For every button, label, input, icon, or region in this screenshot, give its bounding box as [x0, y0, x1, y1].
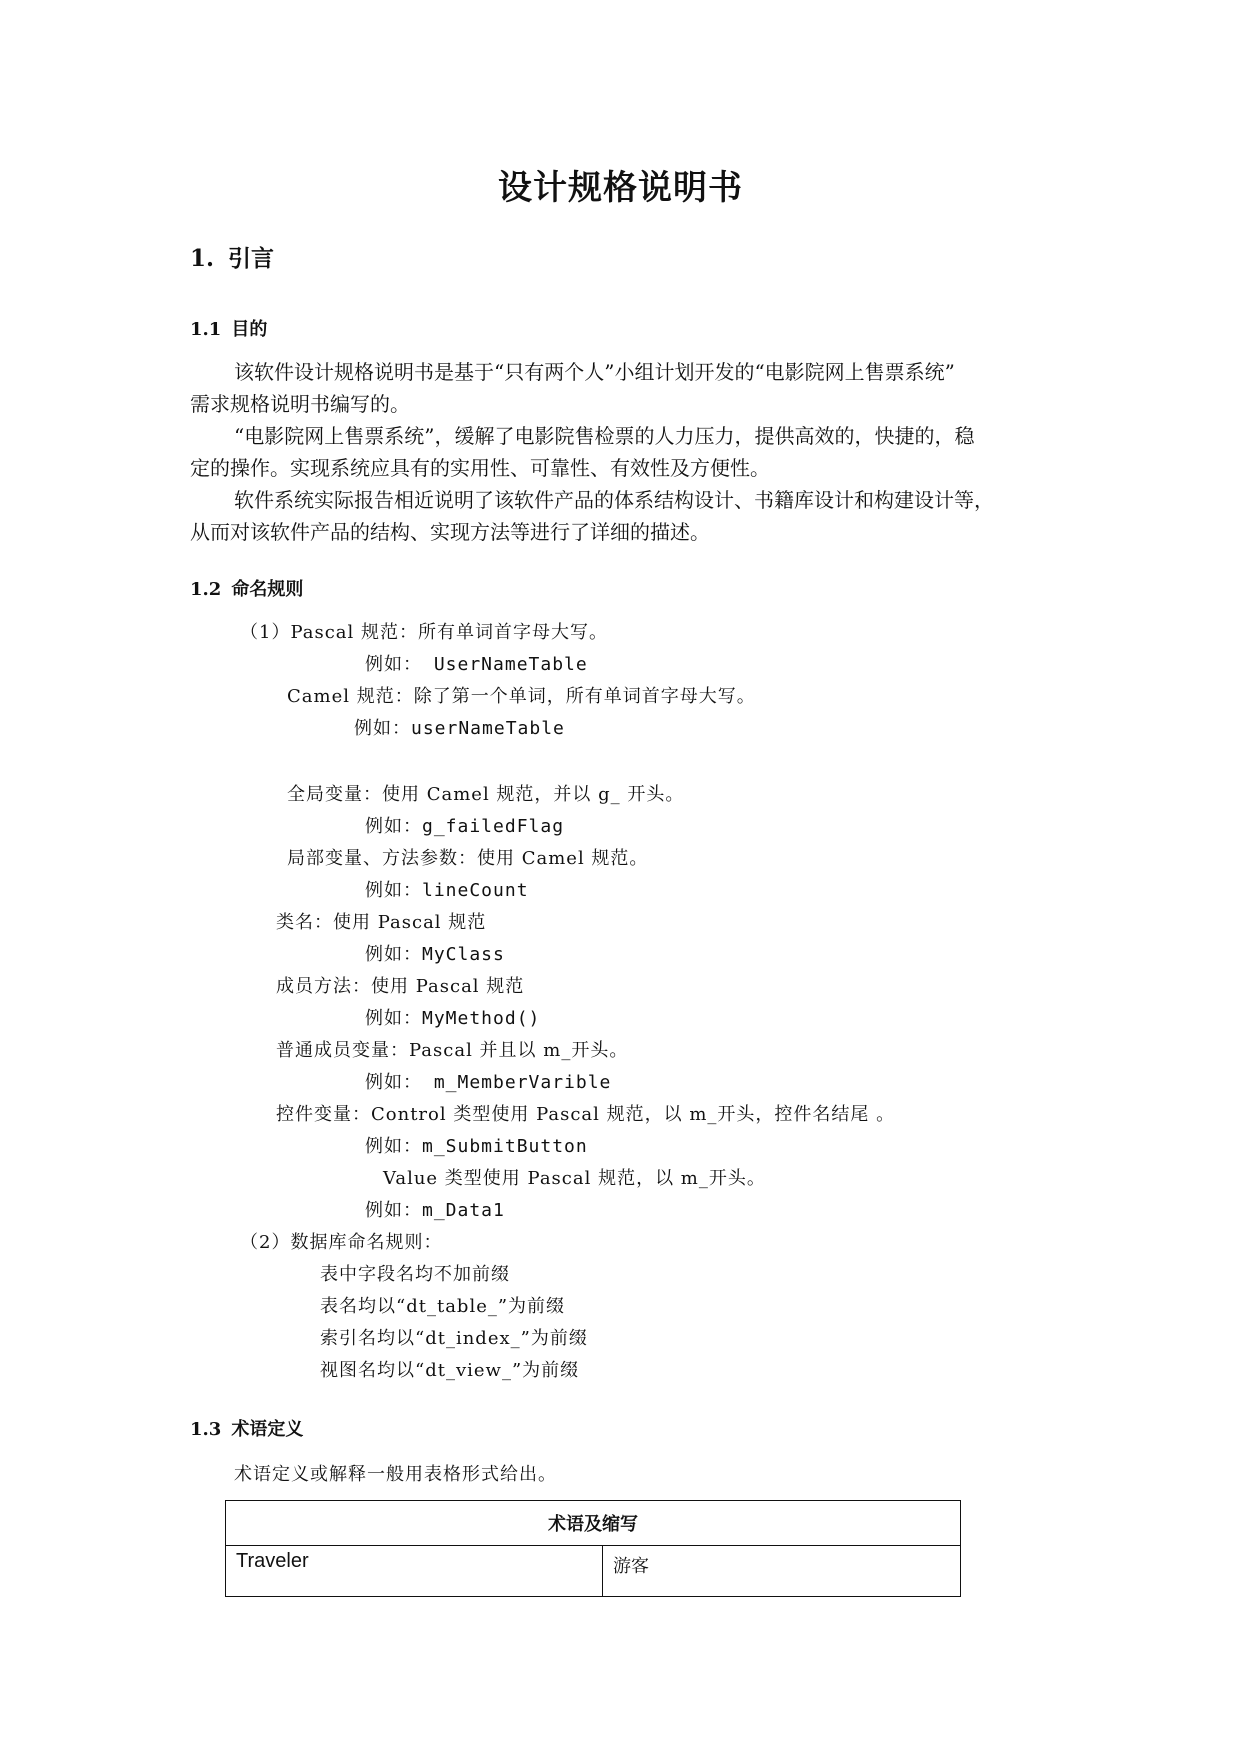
rule-local-variable-example: 例如：lineCount: [365, 880, 529, 901]
term-cell: Traveler: [226, 1546, 603, 1597]
rule-database-heading: （2）数据库命名规则：: [240, 1232, 443, 1253]
purpose-paragraph-2-line-2: 定的操作。实现系统应具有的实用性、可靠性、有效性及方便性。: [190, 456, 770, 480]
section-1-2-heading: [190, 575, 303, 601]
rule-database-table: 表名均以“dt_table_”为前缀: [320, 1296, 566, 1317]
purpose-paragraph-2-line-1: “电影院网上售票系统”，缓解了电影院售检票的人力压力，提供高效的，快捷的，稳: [234, 424, 975, 448]
terms-table: [225, 1500, 961, 1597]
section-1-title: 引言: [228, 245, 275, 272]
table-row: [226, 1546, 961, 1597]
section-1-heading: [190, 240, 274, 273]
rule-value-variable-example: 例如：m_Data1: [365, 1200, 505, 1221]
section-1-2-title: 命名规则: [231, 579, 304, 600]
section-1-number: 1.: [190, 245, 215, 272]
rule-member-variable: 普通成员变量：Pascal 并且以 m_开头。: [276, 1040, 629, 1061]
rule-class-name-example: 例如：MyClass: [365, 944, 505, 965]
rule-control-variable-example: 例如：m_SubmitButton: [365, 1136, 588, 1157]
section-1-3-title: 术语定义: [231, 1419, 304, 1440]
purpose-paragraph-3-line-1: 软件系统实际报告相近说明了该软件产品的体系结构设计、书籍库设计和构建设计等，: [234, 488, 994, 512]
rule-global-variable: 全局变量：使用 Camel 规范，并以 g_ 开头。: [287, 784, 685, 805]
terms-table-header-row: [226, 1501, 961, 1546]
rule-database-index: 索引名均以“dt_index_”为前缀: [320, 1328, 588, 1349]
meaning-cell: 游客: [603, 1546, 961, 1597]
rule-database-field: 表中字段名均不加前缀: [320, 1264, 510, 1285]
purpose-paragraph-3-line-2: 从而对该软件产品的结构、实现方法等进行了详细的描述。: [190, 520, 710, 544]
section-1-1-title: 目的: [231, 319, 268, 340]
purpose-paragraph-1-line-1: 该软件设计规格说明书是基于“只有两个人”小组计划开发的“电影院网上售票系统”: [234, 360, 955, 384]
rule-pascal: （1）Pascal 规范：所有单词首字母大写。: [240, 622, 609, 643]
rule-database-view: 视图名均以“dt_view_”为前缀: [320, 1360, 580, 1381]
purpose-paragraph-1-line-2: 需求规格说明书编写的。: [190, 392, 410, 416]
rule-control-variable: 控件变量：Control 类型使用 Pascal 规范，以 m_开头，控件名结尾 。: [276, 1104, 896, 1125]
section-1-3-heading: [190, 1415, 303, 1441]
section-1-1-number: 1.1: [190, 319, 222, 340]
rule-member-variable-example: 例如： m_MemberVarible: [365, 1072, 612, 1093]
terms-table-header: 术语及缩写: [226, 1501, 961, 1546]
rule-member-method-example: 例如：MyMethod(): [365, 1008, 541, 1029]
rule-global-variable-example: 例如：g_failedFlag: [365, 816, 565, 837]
rule-pascal-example: 例如： UserNameTable: [365, 654, 588, 675]
rule-member-method: 成员方法：使用 Pascal 规范: [276, 976, 525, 997]
section-1-3-number: 1.3: [190, 1419, 222, 1440]
rule-value-variable: Value 类型使用 Pascal 规范，以 m_开头。: [383, 1168, 766, 1189]
rule-class-name: 类名：使用 Pascal 规范: [276, 912, 487, 933]
rule-camel: Camel 规范：除了第一个单词，所有单词首字母大写。: [287, 686, 756, 707]
terms-intro: 术语定义或解释一般用表格形式给出。: [234, 1464, 557, 1485]
rule-local-variable: 局部变量、方法参数：使用 Camel 规范。: [287, 848, 649, 869]
document-title: 设计规格说明书: [498, 168, 743, 208]
rule-camel-example: 例如：userNameTable: [354, 718, 565, 739]
section-1-1-heading: [190, 315, 267, 341]
section-1-2-number: 1.2: [190, 579, 222, 600]
